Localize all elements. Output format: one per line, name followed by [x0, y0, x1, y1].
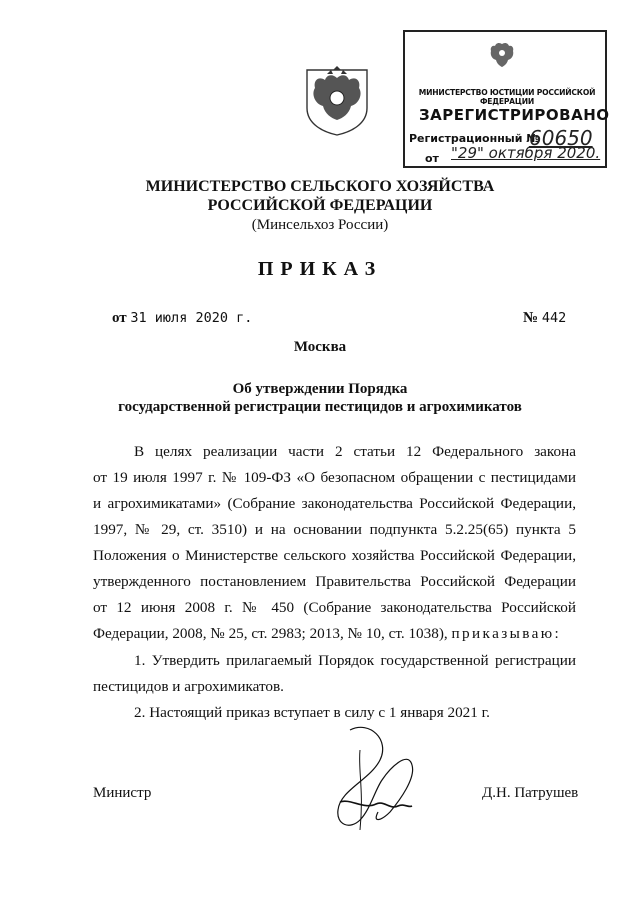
- item-1-line1: 1. Утвердить прилагаемый Порядок государственной регистрации: [134, 652, 576, 669]
- number-label: №: [523, 310, 539, 326]
- subject-line2: государственной регистрации пестицидов и агрохимикатов: [118, 399, 522, 415]
- item-2: 2. Настоящий приказ вступает в силу с 1 января 2021 г.: [134, 704, 490, 721]
- body-line: [93, 625, 561, 643]
- body-line: от 12 июня 2008 г. № 450 (Собрание законодательства Российской: [93, 599, 576, 616]
- city: Москва: [293, 339, 347, 355]
- document-type-title: ПРИКАЗ: [257, 258, 383, 280]
- item-1-line2: пестицидов и агрохимикатов.: [93, 678, 284, 695]
- order-date: [112, 310, 252, 327]
- date-prefix: от: [112, 310, 127, 326]
- stamp-emblem-icon: [489, 40, 515, 68]
- stamp-date-value: "29" октября 2020.: [451, 144, 601, 162]
- stamp-reg-label: Регистрационный №: [409, 132, 540, 145]
- stamp-registered: ЗАРЕГИСТРИРОВАНО: [419, 106, 610, 124]
- coat-of-arms-icon: [303, 64, 371, 136]
- number-value: 442: [541, 310, 567, 326]
- body-line: 1997, № 29, ст. 3510) и на основании подпункта 5.2.25(65) пункта 5: [93, 521, 576, 538]
- stamp-ministry: МИНИСТЕРСТВО ЮСТИЦИИ РОССИЙСКОЙ ФЕДЕРАЦИИ: [418, 88, 596, 106]
- signer-title: Министр: [93, 785, 152, 801]
- stamp-reg-number: 60650: [529, 126, 593, 150]
- ministry-name-line2: РОССИЙСКОЙ ФЕДЕРАЦИИ: [207, 197, 433, 214]
- signer-name: Д.Н. Патрушев: [482, 785, 579, 801]
- registration-stamp: [403, 30, 610, 168]
- body-line: от 19 июля 1997 г. № 109-ФЗ «О безопасном обращении с пестицидами: [93, 469, 576, 486]
- order-number: [523, 310, 566, 327]
- ministry-short-name: (Минсельхоз России): [251, 217, 389, 233]
- ministry-name-line1: МИНИСТЕРСТВО СЕЛЬСКОГО ХОЗЯЙСТВА: [145, 178, 495, 195]
- stamp-date-label: от: [425, 152, 439, 165]
- subject-line1: Об утверждении Порядка: [232, 381, 408, 397]
- body-line: утвержденного постановлением Правительства Российской Федерации: [93, 573, 576, 590]
- body-line: Положения о Министерстве сельского хозяйства Российской Федерации,: [93, 547, 576, 564]
- body-line: и агрохимикатами» (Собрание законодательства Российской Федерации,: [93, 495, 576, 512]
- handwritten-signature: [320, 720, 430, 840]
- order-word: приказываю:: [451, 625, 562, 642]
- date-value: 31 июля 2020 г.: [130, 310, 253, 326]
- body-line: В целях реализации части 2 статьи 12 Федерального закона: [134, 443, 576, 460]
- body-line-text: Федерации, 2008, № 25, ст. 2983; 2013, № 10, ст. 1038),: [93, 625, 448, 642]
